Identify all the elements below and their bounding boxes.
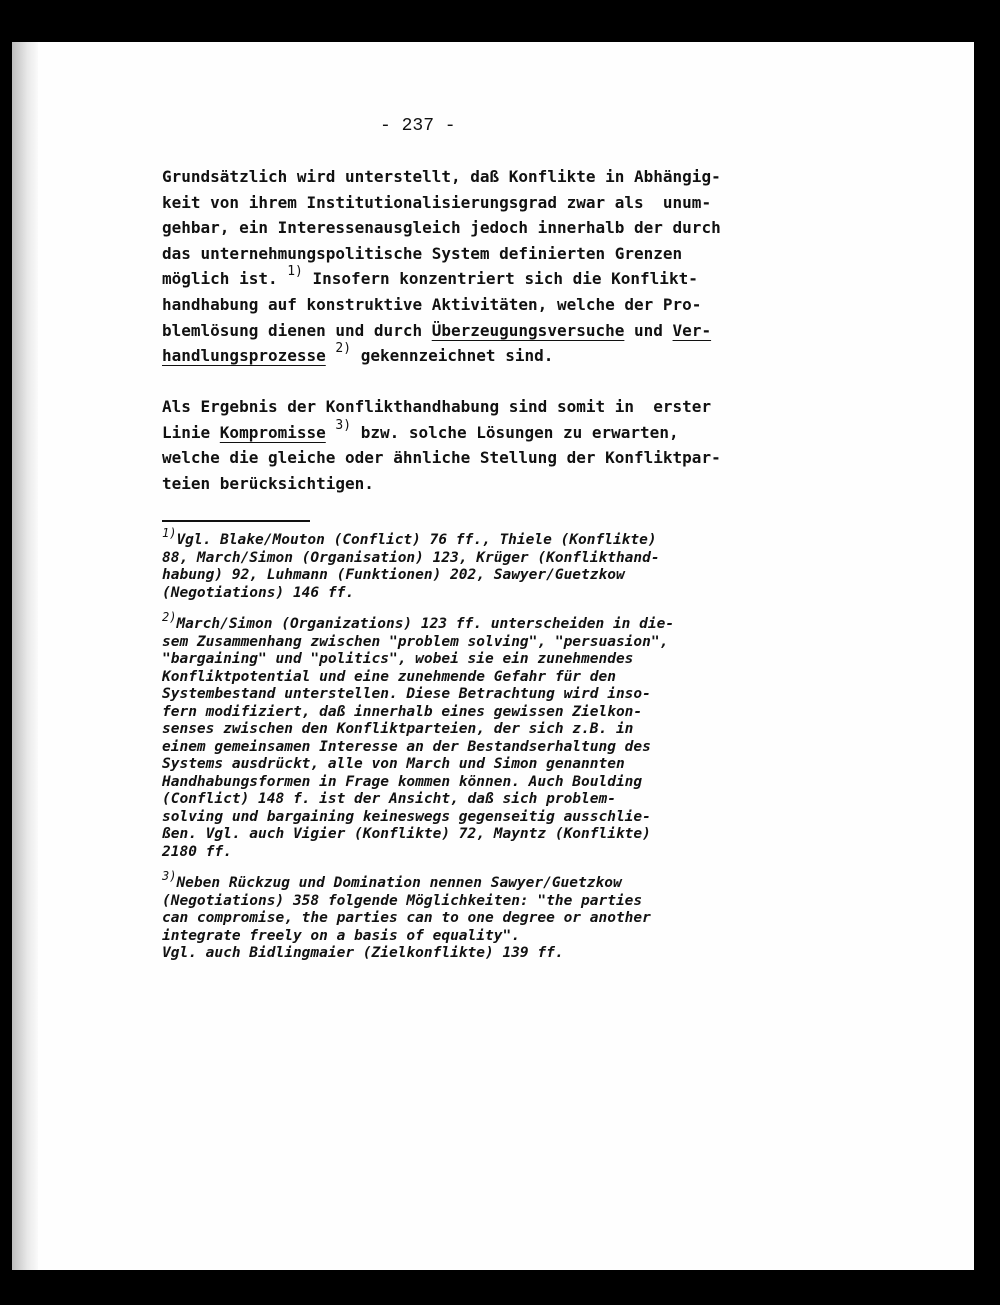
footnote-line: ßen. Vgl. auch Vigier (Konflikte) 72, Mayntz (Konflikte) bbox=[162, 826, 651, 842]
footnote-line: sem Zusammenhang zwischen "problem solving", "persuasion", bbox=[162, 633, 669, 650]
p2-line-2b: bzw. solche Lösungen zu erwarten, bbox=[351, 422, 679, 442]
footnote-separator bbox=[162, 520, 310, 522]
page-binding-shadow bbox=[12, 42, 38, 1270]
p1-line-7a: blemlösung dienen und durch bbox=[162, 320, 432, 340]
footnote-line: solving und bargaining keineswegs gegenseitig ausschlie- bbox=[162, 808, 651, 825]
footnote-ref-1: 1) bbox=[287, 264, 303, 280]
footnote-line: 88, March/Simon (Organisation) 123, Krüger (Konflikthand- bbox=[162, 549, 660, 566]
p2-line-2a: Linie bbox=[162, 422, 220, 442]
paragraph-2 bbox=[162, 394, 762, 496]
p1-line-5b: Insofern konzentriert sich die Konflikt- bbox=[302, 269, 698, 289]
footnote-line: can compromise, the parties can to one degree or another bbox=[162, 910, 651, 926]
footnote-line: Systems ausdrückt, alle von March und Simon genannten bbox=[162, 756, 625, 772]
footnote-line: "bargaining" und "politics", wobei sie ein zunehmendes bbox=[162, 651, 634, 667]
p1-line-7b: und bbox=[624, 320, 673, 340]
footnote-line: Systembestand unterstellen. Diese Betrachtung wird inso- bbox=[162, 686, 651, 702]
p2-line-4: teien berücksichtigen. bbox=[162, 473, 374, 493]
footnote-line: 2180 ff. bbox=[162, 843, 232, 860]
footnote-ref-2: 2) bbox=[335, 341, 352, 357]
footnote-marker: 2) bbox=[162, 610, 177, 624]
footnote-line: einem gemeinsamen Interesse an der Bestandserhaltung des bbox=[162, 738, 651, 755]
page-number: - 237 - bbox=[380, 116, 456, 136]
footnote-marker: 1) bbox=[162, 526, 177, 540]
p1-line-4: das unternehmungspolitische System definierten Grenzen bbox=[162, 243, 683, 263]
footnote-line: senses zwischen den Konfliktparteien, der sich z.B. in bbox=[162, 721, 634, 737]
p1-line-1: Grundsätzlich wird unterstellt, daß Konflikte in Abhängig- bbox=[162, 167, 721, 186]
footnote-line: (Conflict) 148 f. ist der Ansicht, daß sich problem- bbox=[162, 791, 616, 807]
footnote-ref-3: 3) bbox=[335, 417, 352, 433]
footnote-marker: 3) bbox=[162, 869, 177, 883]
footnote-line: Handhabungsformen in Frage kommen können. Auch Boulding bbox=[162, 773, 643, 790]
footnote-line: integrate freely on a basis of equality". bbox=[162, 927, 520, 944]
underlined-term-handlungsprozesse: handlungsprozesse bbox=[162, 346, 326, 366]
paragraph-1 bbox=[162, 164, 762, 369]
footnote-line: Vgl. auch Bidlingmaier (Zielkonflikte) 139 ff. bbox=[162, 945, 564, 961]
p1-line-2: keit von ihrem Institutionalisierungsgrad zwar als unum- bbox=[162, 192, 712, 212]
footnote-line: Vgl. Blake/Mouton (Conflict) 76 ff., Thiele (Konflikte) bbox=[176, 532, 657, 548]
footnote-line: (Negotiations) 358 folgende Möglichkeiten: "the parties bbox=[162, 892, 643, 909]
footnote-1 bbox=[162, 526, 782, 602]
footnote-line: March/Simon (Organizations) 123 ff. unterscheiden in die- bbox=[176, 616, 675, 632]
p2-line-1: Als Ergebnis der Konflikthandhabung sind somit in erster bbox=[162, 397, 712, 416]
p2-line-3: welche die gleiche oder ähnliche Stellung der Konfliktpar- bbox=[162, 448, 721, 468]
footnote-line: Konfliktpotential und eine zunehmende Gefahr für den bbox=[162, 668, 616, 685]
p1-line-6: handhabung auf konstruktive Aktivitäten, welche der Pro- bbox=[162, 294, 702, 314]
footnote-line: Neben Rückzug und Domination nennen Sawyer/Guetzkow bbox=[176, 875, 622, 891]
p1-line-8b: gekennzeichnet sind. bbox=[351, 346, 554, 366]
p1-line-5a: möglich ist. bbox=[162, 269, 288, 289]
underlined-term-ver: Ver- bbox=[672, 320, 712, 340]
p1-line-3: gehbar, ein Interessenausgleich jedoch innerhalb der durch bbox=[162, 218, 721, 238]
footnote-2 bbox=[162, 610, 782, 861]
footnote-line: fern modifiziert, daß innerhalb eines gewissen Zielkon- bbox=[162, 703, 643, 720]
footnote-line: habung) 92, Luhmann (Funktionen) 202, Sawyer/Guetzkow bbox=[162, 567, 625, 583]
underlined-term-kompromisse: Kompromisse bbox=[219, 422, 326, 442]
footnote-3 bbox=[162, 869, 782, 963]
page-sheet bbox=[12, 42, 974, 1270]
underlined-term-ueberzeugungsversuche: Überzeugungsversuche bbox=[431, 320, 625, 340]
footnote-line: (Negotiations) 146 ff. bbox=[162, 584, 355, 601]
